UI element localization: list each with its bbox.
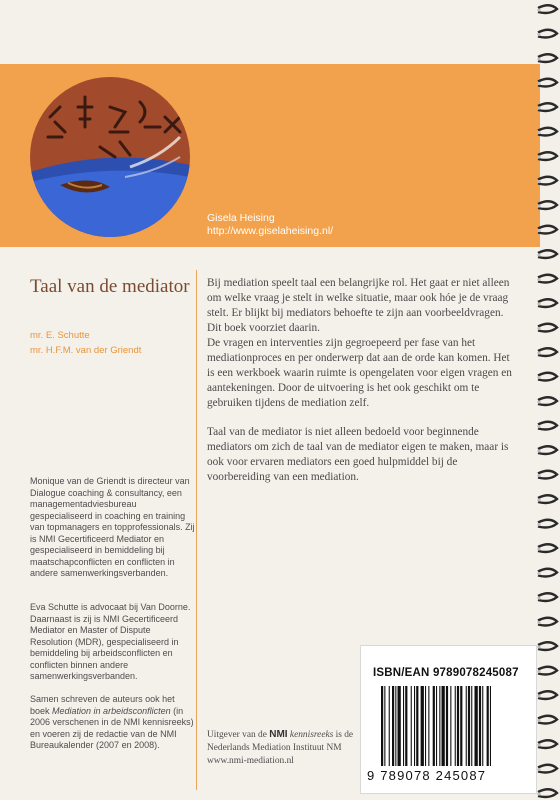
- spiral-hole: [537, 523, 540, 526]
- barcode-bar: [460, 686, 462, 766]
- barcode-digits: 9 789078 245087: [367, 768, 487, 783]
- barcode-bar: [398, 686, 401, 766]
- spiral-loop: [538, 544, 557, 552]
- author-name: mr. H.F.M. van der Griendt: [30, 345, 142, 356]
- spiral-loop: [538, 642, 557, 650]
- barcode-bar: [466, 686, 467, 766]
- spiral-loop: [538, 226, 557, 234]
- spiral-loop: [538, 152, 557, 160]
- spiral-hole: [537, 8, 540, 11]
- spiral-hole: [537, 302, 540, 305]
- spiral-loop: [538, 446, 557, 454]
- barcode-bar: [425, 686, 426, 766]
- spiral-loop: [538, 299, 557, 307]
- spiral-loop: [538, 250, 557, 258]
- spiral-hole: [537, 449, 540, 452]
- spiral-hole: [537, 106, 540, 109]
- barcode-graphic: [381, 686, 521, 766]
- spiral-loop: [538, 716, 557, 724]
- barcode-bar: [411, 686, 412, 766]
- spiral-hole: [537, 400, 540, 403]
- spiral-hole: [537, 351, 540, 354]
- spiral-loop: [538, 569, 557, 577]
- spiral-hole: [537, 474, 540, 477]
- spiral-hole: [537, 694, 540, 697]
- spiral-loop: [538, 373, 557, 381]
- book-title: Taal van de mediator: [30, 276, 190, 297]
- spiral-loop: [538, 54, 557, 62]
- spiral-hole: [537, 768, 540, 771]
- spiral-hole: [537, 229, 540, 232]
- spiral-loop: [538, 471, 557, 479]
- spiral-hole: [537, 792, 540, 795]
- spiral-hole: [537, 621, 540, 624]
- spiral-hole: [537, 596, 540, 599]
- barcode-bar: [416, 686, 418, 766]
- painter-url[interactable]: http://www.giselaheising.nl/: [207, 225, 334, 237]
- spiral-loop: [538, 79, 557, 87]
- spiral-loop: [538, 177, 557, 185]
- bio-joint-work: [30, 694, 195, 752]
- spiral-hole: [537, 547, 540, 550]
- bio-joint-suffix: (in 2006 verschenen in de NMI kennisreeks) en voeren zij de redactie van de NMI Bureaukalender (2007 en 2008).: [30, 705, 194, 750]
- barcode-bar: [490, 686, 491, 766]
- spiral-loop: [538, 740, 557, 748]
- painting-credit: [207, 212, 333, 238]
- spiral-hole: [537, 33, 540, 36]
- painter-name: Gisela Heising: [207, 212, 275, 224]
- spiral-hole: [537, 57, 540, 60]
- spiral-loop: [538, 397, 557, 405]
- spiral-hole: [537, 327, 540, 330]
- barcode-bar: [442, 686, 445, 766]
- spiral-hole: [537, 155, 540, 158]
- barcode-bar: [468, 686, 470, 766]
- barcode-bar: [414, 686, 415, 766]
- publisher-line: [207, 728, 353, 742]
- barcode-bar: [487, 686, 489, 766]
- spiral-loop: [538, 765, 557, 773]
- barcode-bar: [384, 686, 385, 766]
- spiral-loop: [538, 691, 557, 699]
- painting-illustration: [30, 77, 190, 237]
- barcode-bar: [395, 686, 396, 766]
- bio-schutte: Eva Schutte is advocaat bij Van Doorne. Daarnaast is zij is NMI Gecertificeerd Mediator en Master of Dispute Resolution (MDR), gespecialiseerd in bemiddeling bij arbeidsconflicten en conflicten binnen andere samenwerkingsverbanden.: [30, 602, 191, 681]
- spiral-hole: [537, 498, 540, 501]
- spiral-loop: [538, 422, 557, 430]
- barcode-bar: [446, 686, 448, 766]
- barcode-bar: [450, 686, 451, 766]
- nmi-brand: NMI: [269, 729, 288, 740]
- spiral-hole: [537, 425, 540, 428]
- spiral-hole: [537, 719, 540, 722]
- author-name: mr. E. Schutte: [30, 330, 90, 341]
- spiral-loop: [538, 201, 557, 209]
- publisher-suffix: is de: [333, 730, 354, 740]
- spiral-loop: [538, 667, 557, 675]
- spiral-loop: [538, 30, 557, 38]
- barcode-bar: [381, 686, 383, 766]
- publisher-org: Nederlands Mediation Instituut NM: [207, 743, 342, 753]
- blurb: [207, 276, 512, 485]
- barcode-bar: [479, 686, 481, 766]
- joint-book-title: Mediation in arbeidsconflicten: [52, 705, 171, 716]
- spiral-loop: [538, 128, 557, 136]
- publisher-prefix: Uitgever van de: [207, 730, 270, 740]
- publisher-info: [207, 728, 353, 768]
- barcode-bar: [428, 686, 429, 766]
- barcode-bar: [439, 686, 440, 766]
- spiral-hole: [537, 253, 540, 256]
- barcode-bar: [433, 686, 435, 766]
- spiral-loop: [538, 789, 557, 797]
- spiral-loop: [538, 593, 557, 601]
- barcode-bar: [471, 686, 472, 766]
- barcode-bar: [392, 686, 394, 766]
- spiral-hole: [537, 278, 540, 281]
- bio-griendt: Monique van de Griendt is directeur van Dialogue coaching & consultancy, een managementadviesbureau gespecialiseerd in coaching en training van topmanagers en topprofessionals. Zij is NMI Gecertificeerd Mediator en gespecialiseerd in bemiddeling bij maatschapconflicten en conflicten in andere samenwerkingsverbanden.: [30, 476, 195, 578]
- author-list: [30, 328, 141, 358]
- barcode-bar: [457, 686, 459, 766]
- spiral-hole: [537, 82, 540, 85]
- spiral-hole: [537, 180, 540, 183]
- spiral-loop: [538, 348, 557, 356]
- spiral-hole: [537, 645, 540, 648]
- spiral-loop: [538, 520, 557, 528]
- barcode-bar: [436, 686, 437, 766]
- isbn-label: [360, 645, 537, 794]
- publisher-url[interactable]: www.nmi-mediation.nl: [207, 756, 294, 766]
- barcode-bar: [421, 686, 424, 766]
- isbn-text: ISBN/EAN 9789078245087: [373, 667, 519, 679]
- series-name: kennisreeks: [287, 730, 334, 740]
- spiral-loop: [538, 5, 557, 13]
- column-divider: [196, 270, 197, 790]
- spiral-hole: [537, 572, 540, 575]
- spiral-binding: [536, 0, 560, 800]
- barcode-bar: [389, 686, 390, 766]
- barcode-bar: [455, 686, 456, 766]
- cover-painting: [30, 77, 190, 237]
- blurb-paragraph: Taal van de mediator is niet alleen bedoeld voor beginnende mediators om zich de taal van de mediator eigen te maken, maar is ook voor ervaren mediators een goed hulpmiddel bij de voorbereiding van een mediation.: [207, 426, 509, 483]
- barcode-bar: [405, 686, 407, 766]
- barcode-bar: [482, 686, 483, 766]
- spiral-hole: [537, 670, 540, 673]
- spiral-hole: [537, 376, 540, 379]
- bio-joint-prefix: Samen schreven de auteurs ook het boek: [30, 694, 175, 716]
- spiral-loop: [538, 618, 557, 626]
- spiral-loop: [538, 495, 557, 503]
- spiral-loop: [538, 275, 557, 283]
- barcode-bar: [403, 686, 404, 766]
- barcode-bar: [475, 686, 478, 766]
- spiral-hole: [537, 204, 540, 207]
- spiral-loop: [538, 324, 557, 332]
- blurb-paragraph: Bij mediation speelt taal een belangrijke rol. Het gaat er niet alleen om welke vraag je stelt in welke situatie, maar ook hóe je de vraag stelt. Er blijkt bij mediators behoefte te zijn aan voorbeeldvragen. Dit boek voorziet daarin. De vragen en interventies zijn gegroepeerd per fase van het mediationproces en per onderwerp dat aan de orde kan komen. Het is een werkboek waarin ruimte is opengelaten voor eigen vragen en aantekeningen. Door de uitvoering is het ook geschikt om te gebruiken tijdens de mediation zelf.: [207, 277, 512, 409]
- spiral-loop: [538, 103, 557, 111]
- spiral-hole: [537, 743, 540, 746]
- spiral-hole: [537, 131, 540, 134]
